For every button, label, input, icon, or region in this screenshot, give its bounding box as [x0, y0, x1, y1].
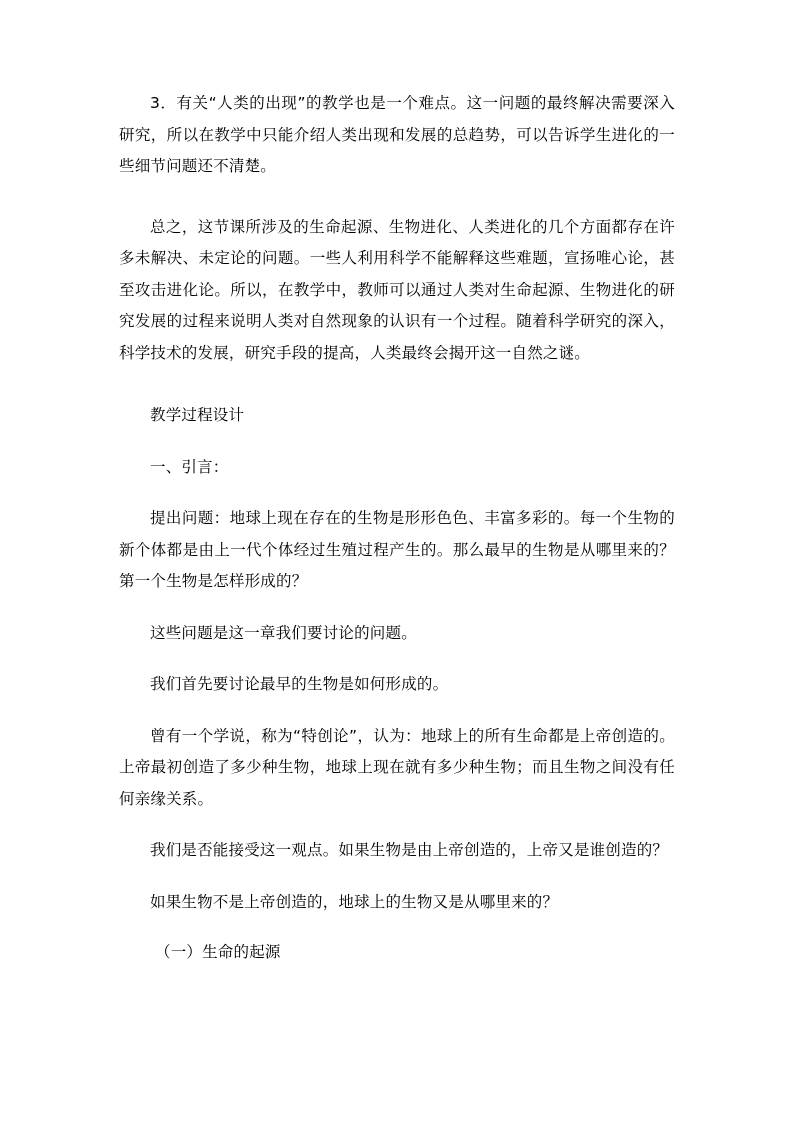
paragraph-creationism: 曾有一个学说，称为“特创论”，认为：地球上的所有生命都是上帝创造的。上帝最初创造了多少种生物，地球上现在就有多少种生物；而且生物之间没有任何亲缘关系。	[119, 726, 675, 808]
paragraph-summary: 总之，这节课所涉及的生命起源、生物进化、人类进化的几个方面都存在许多未解决、未定论的问题。一些人利用科学不能解释这些难题，宣扬唯心论，甚至攻击进化论。所以，在教学中，教师可以通过人类对生命起源、生物进化的研究发展的过程来说明人类对自然现象的认识有一个过程。随着科学研究的深入，科学技术的发展，研究手段的提高，人类最终会揭开这一自然之谜。	[119, 217, 675, 362]
paragraph-where-from: 如果生物不是上帝创造的，地球上的生物又是从哪里来的？	[150, 892, 559, 911]
document-page	[119, 88, 675, 969]
paragraph-raise-question: 提出问题：地球上现在存在的生物是形形色色、丰富多彩的。每一个生物的新个体都是由上一代个体经过生殖过程产生的。那么最早的生物是从哪里来的？第一个生物是怎样形成的？	[119, 509, 675, 590]
paragraph-human-origin-difficulty: 3．有关“人类的出现”的教学也是一个难点。这一问题的最终解决需要深入研究，所以在教学中只能介绍人类出现和发展的总趋势，可以告诉学生进化的一些细节问题还不清楚。	[119, 94, 675, 175]
heading-origin-of-life: （一）生命的起源	[155, 943, 281, 961]
paragraph-first-discussion: 我们首先要讨论最早的生物是如何形成的。	[150, 675, 449, 693]
heading-introduction: 一、引言：	[150, 457, 229, 476]
paragraph-chapter-topic: 这些问题是这一章我们要讨论的问题。	[150, 623, 417, 642]
paragraph-accept-viewpoint: 我们是否能接受这一观点。如果生物是由上帝创造的，上帝又是谁创造的？	[150, 841, 669, 859]
heading-teaching-process-design: 教学过程设计	[150, 406, 245, 424]
